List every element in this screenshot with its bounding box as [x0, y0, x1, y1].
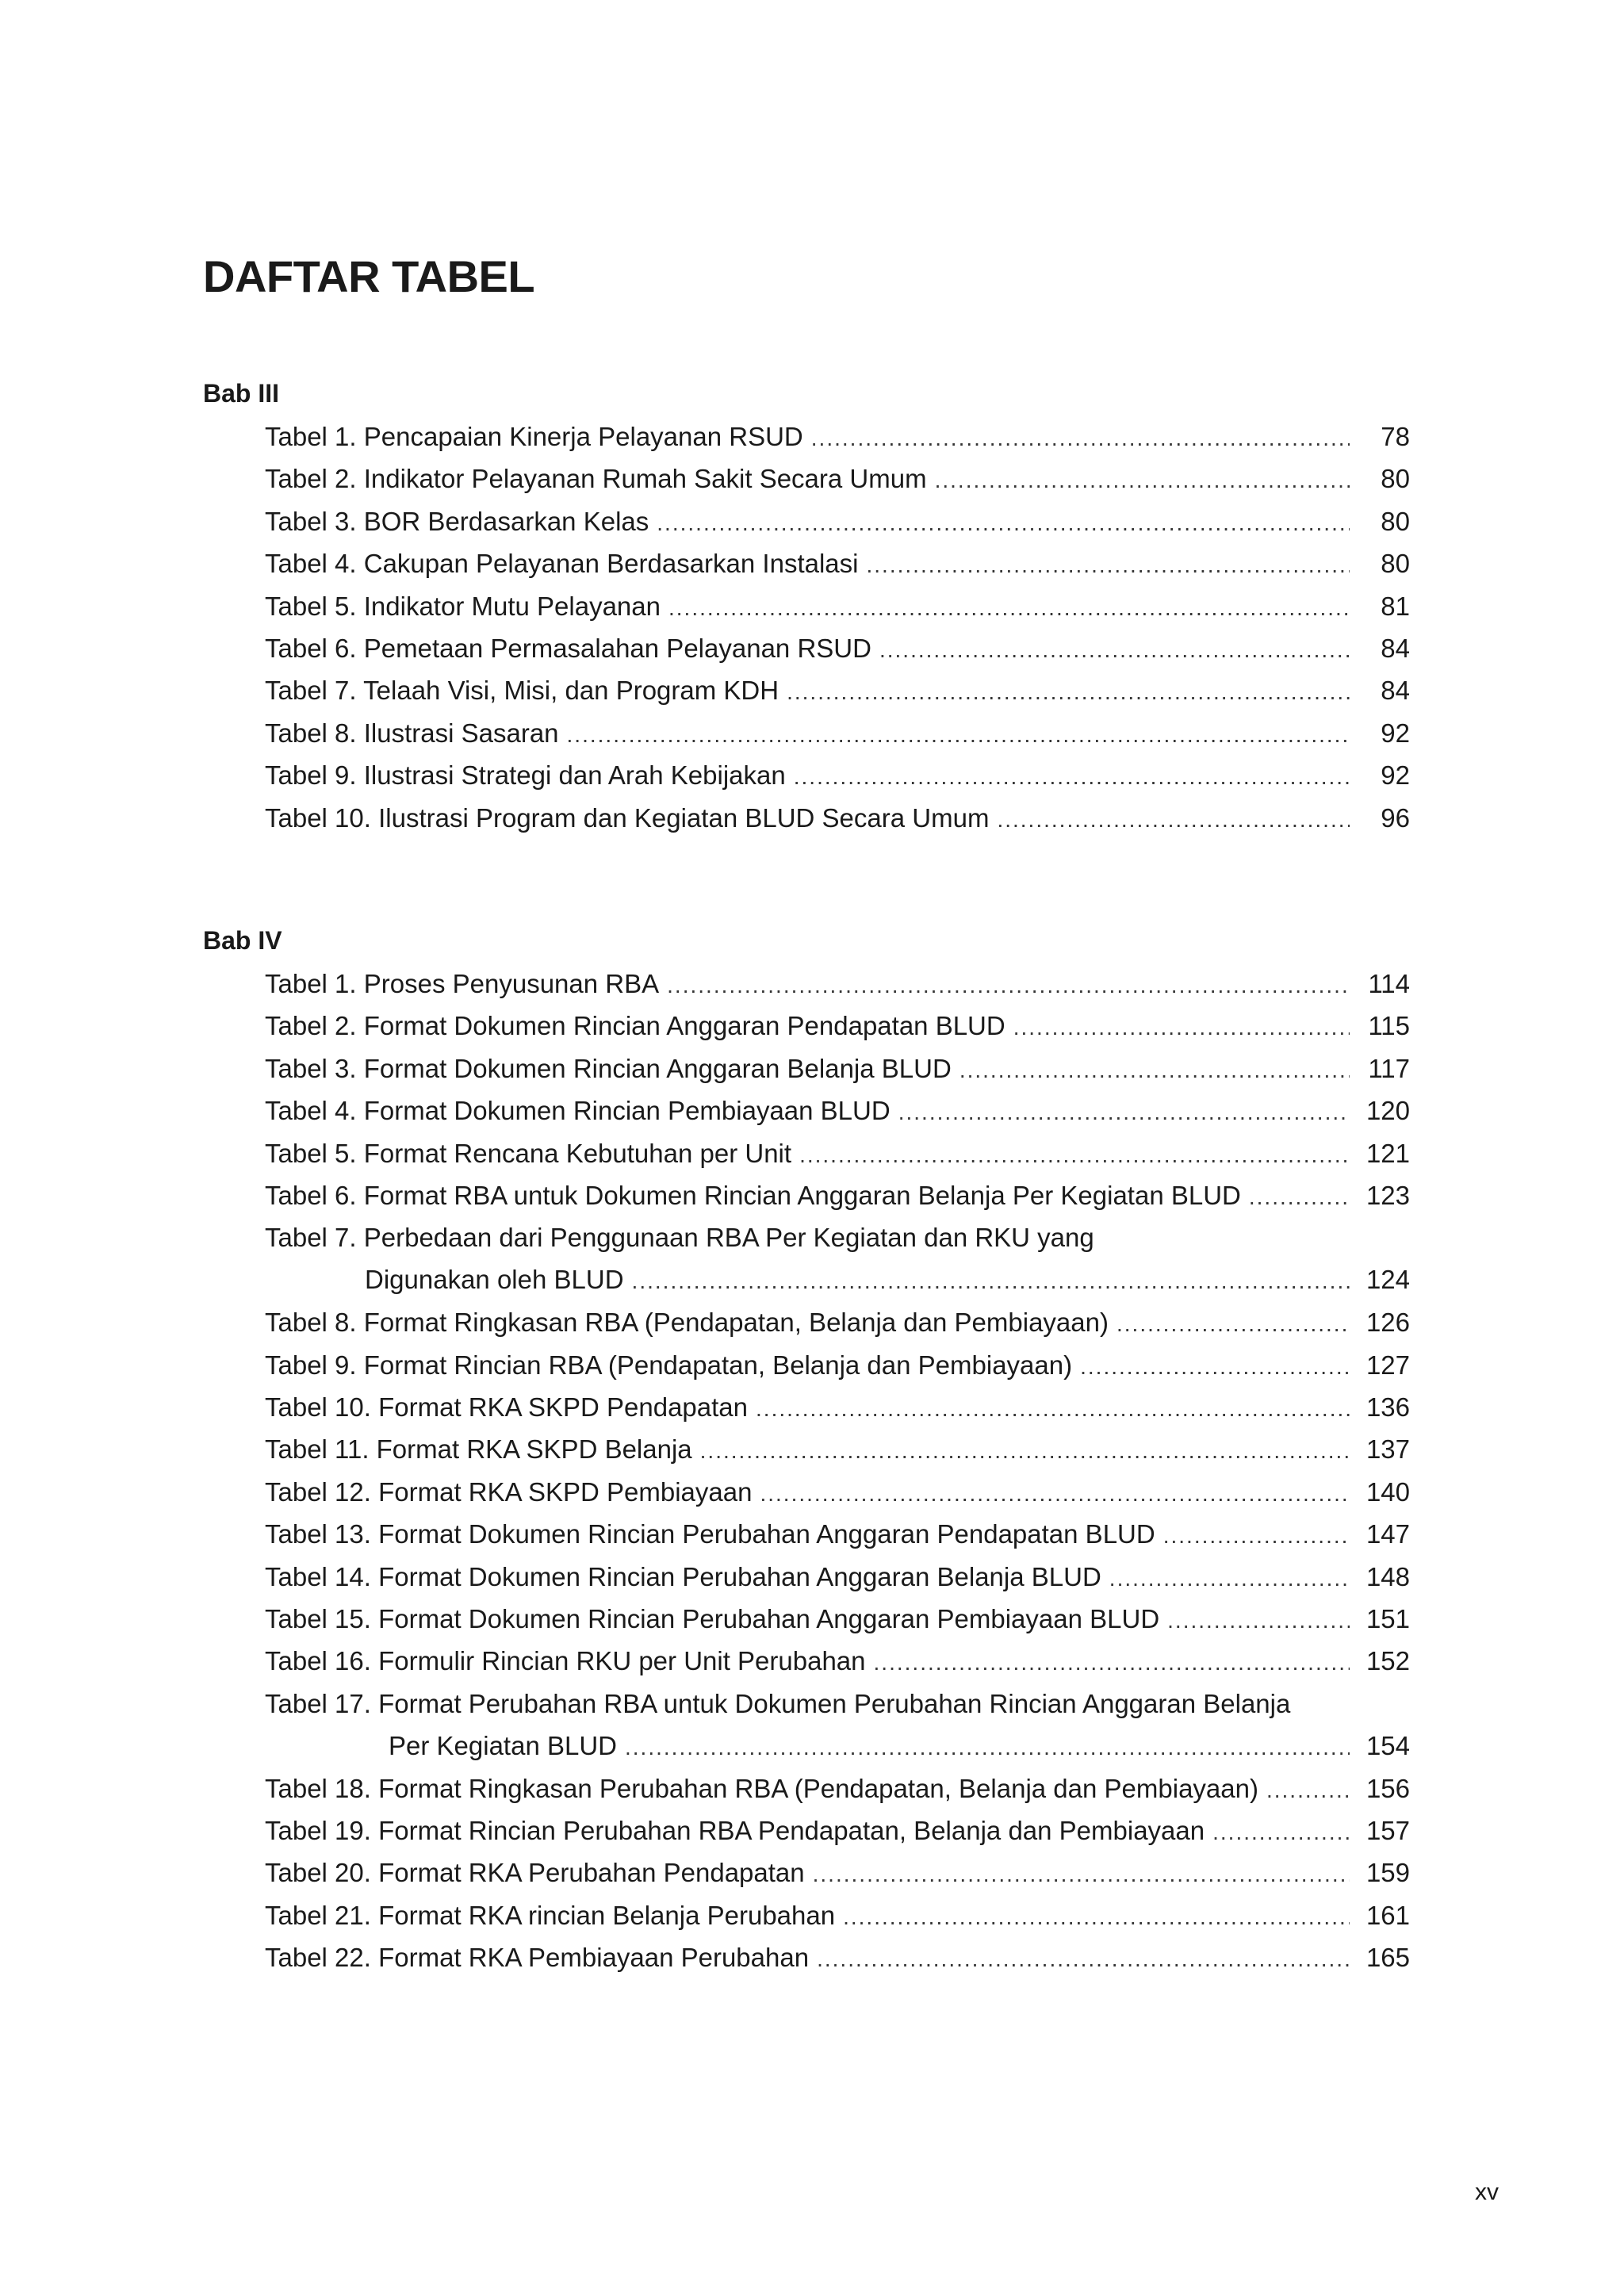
toc-entry-label: Tabel 2. Format Dokumen Rincian Anggaran Pendapatan BLUD	[265, 1011, 1005, 1041]
toc-entry[interactable]	[265, 1386, 1410, 1428]
toc-entry-page: 161	[1365, 1900, 1410, 1930]
toc-entry-label: Tabel 7. Telaah Visi, Misi, dan Program KDH	[265, 676, 779, 706]
toc-entry-page: 123	[1365, 1181, 1410, 1210]
toc-entry-page: 127	[1365, 1350, 1410, 1380]
toc-entry-label: Tabel 6. Format RBA untuk Dokumen Rincian Anggaran Belanja Per Kegiatan BLUD	[265, 1181, 1241, 1210]
toc-entry-label: Tabel 14. Format Dokumen Rincian Perubahan Anggaran Belanja BLUD	[265, 1561, 1101, 1591]
toc-entry[interactable]	[265, 1767, 1410, 1809]
dot-leader	[1266, 1769, 1350, 1811]
dot-leader	[625, 1726, 1350, 1768]
dot-leader	[813, 1853, 1350, 1895]
toc-entry-page: 151	[1365, 1604, 1410, 1633]
toc-entry[interactable]	[265, 542, 1410, 584]
toc-entry[interactable]	[265, 963, 1410, 1005]
toc-entry-page: 81	[1381, 591, 1410, 621]
toc-entry-page: 124	[1365, 1265, 1410, 1295]
toc-entry[interactable]	[265, 1301, 1410, 1343]
toc-entry-label: Tabel 7. Perbedaan dari Penggunaan RBA Per Kegiatan dan RKU yang	[265, 1223, 1094, 1253]
dot-leader	[879, 629, 1350, 671]
dot-leader	[935, 459, 1350, 501]
dot-leader	[843, 1896, 1350, 1938]
toc-entry-label: Tabel 21. Format RKA rincian Belanja Perubahan	[265, 1900, 836, 1930]
dot-leader	[756, 1388, 1350, 1430]
toc-entry[interactable]	[265, 1132, 1410, 1174]
toc-entry-page: 147	[1365, 1519, 1410, 1549]
toc-entry[interactable]	[265, 1556, 1410, 1598]
toc-entry-label: Tabel 17. Format Perubahan RBA untuk Dokumen Perubahan Rincian Anggaran Belanja	[265, 1688, 1291, 1718]
toc-entry-label: Tabel 16. Formulir Rincian RKU per Unit Perubahan	[265, 1646, 866, 1676]
page-number: xv	[1475, 2179, 1499, 2205]
dot-leader	[959, 1049, 1350, 1091]
toc-entry-page: 80	[1381, 549, 1410, 579]
toc-entry[interactable]	[265, 415, 1410, 458]
dot-leader	[1109, 1557, 1350, 1599]
toc-entry[interactable]	[265, 1513, 1410, 1555]
dot-leader	[874, 1641, 1350, 1683]
toc-entry-page: 117	[1368, 1053, 1410, 1083]
toc-entry[interactable]	[265, 754, 1410, 796]
toc-entry-page: 120	[1365, 1096, 1410, 1126]
toc-entry[interactable]	[265, 1894, 1410, 1936]
dot-leader	[760, 1472, 1350, 1515]
dot-leader	[657, 502, 1350, 544]
dot-leader	[1013, 1006, 1350, 1048]
section-heading-bab-iv: Bab IV	[203, 926, 282, 955]
toc-entry-page: 84	[1381, 634, 1410, 663]
toc-entry[interactable]	[265, 1428, 1410, 1470]
toc-entry-page: 92	[1381, 760, 1410, 791]
toc-entry[interactable]	[265, 1216, 1410, 1301]
toc-entry-page: 121	[1365, 1138, 1410, 1168]
page-title: DAFTAR TABEL	[203, 251, 535, 301]
dot-leader	[1163, 1515, 1350, 1557]
dot-leader	[567, 714, 1350, 756]
toc-entry-label: Tabel 18. Format Ringkasan Perubahan RBA (Pendapatan, Belanja dan Pembiayaan)	[265, 1773, 1258, 1803]
toc-entry-label: Tabel 20. Format RKA Perubahan Pendapatan	[265, 1858, 805, 1888]
toc-entry-label: Tabel 1. Proses Penyusunan RBA	[265, 969, 660, 998]
dot-leader	[799, 1134, 1350, 1176]
toc-entry-label: Tabel 1. Pencapaian Kinerja Pelayanan RSUD	[265, 422, 803, 451]
toc-entry[interactable]	[265, 1089, 1410, 1132]
toc-entry[interactable]	[265, 627, 1410, 669]
toc-entry[interactable]	[265, 1471, 1410, 1513]
dot-leader	[787, 671, 1350, 713]
toc-entry-label: Tabel 13. Format Dokumen Rincian Perubahan Anggaran Pendapatan BLUD	[265, 1519, 1155, 1549]
dot-leader	[667, 964, 1350, 1006]
toc-entry-page: 84	[1381, 676, 1410, 706]
dot-leader	[1249, 1176, 1350, 1218]
dot-leader	[817, 1938, 1350, 1980]
toc-entry-label: Tabel 15. Format Dokumen Rincian Perubahan Anggaran Pembiayaan BLUD	[265, 1604, 1160, 1633]
toc-entry-label: Tabel 19. Format Rincian Perubahan RBA Pendapatan, Belanja dan Pembiayaan	[265, 1816, 1205, 1845]
toc-entry-label: Tabel 12. Format RKA SKPD Pembiayaan	[265, 1476, 753, 1507]
dot-leader	[1116, 1303, 1350, 1345]
toc-entry[interactable]	[265, 1640, 1410, 1682]
toc-entry-page: 80	[1381, 464, 1410, 494]
toc-entry-label: Tabel 5. Format Rencana Kebutuhan per Unit	[265, 1138, 792, 1168]
dot-leader	[794, 756, 1350, 798]
toc-entry-page: 80	[1381, 506, 1410, 536]
toc-entry[interactable]	[265, 1344, 1410, 1386]
dot-leader	[668, 587, 1350, 629]
toc-entry[interactable]	[265, 1852, 1410, 1894]
toc-entry-label: Tabel 8. Format Ringkasan RBA (Pendapatan, Belanja dan Pembiayaan)	[265, 1308, 1109, 1338]
dot-leader	[1212, 1811, 1350, 1853]
toc-entry[interactable]	[265, 1809, 1410, 1852]
toc-entry-label: Tabel 22. Format RKA Pembiayaan Perubahan	[265, 1943, 810, 1973]
toc-entry-label: Tabel 10. Format RKA SKPD Pendapatan	[265, 1392, 749, 1422]
dot-leader	[866, 544, 1350, 586]
toc-entry-page: 152	[1365, 1646, 1410, 1676]
toc-entry[interactable]	[265, 1047, 1410, 1089]
toc-entry[interactable]	[265, 1598, 1410, 1640]
toc-entry[interactable]	[265, 500, 1410, 542]
toc-entry[interactable]	[265, 1174, 1410, 1216]
toc-entry[interactable]	[265, 458, 1410, 500]
toc-entry[interactable]	[265, 797, 1410, 839]
toc-entry-page: 154	[1365, 1730, 1410, 1760]
toc-entry-page: 78	[1381, 422, 1410, 451]
toc-entry[interactable]	[265, 1936, 1410, 1978]
toc-entry-label: Tabel 5. Indikator Mutu Pelayanan	[265, 591, 661, 621]
dot-leader	[632, 1260, 1350, 1302]
dot-leader	[997, 798, 1350, 841]
toc-entry[interactable]	[265, 712, 1410, 754]
toc-entry[interactable]	[265, 1683, 1410, 1767]
dot-leader	[811, 417, 1350, 459]
toc-entry-page: 96	[1381, 802, 1410, 833]
toc-entry-page: 114	[1368, 969, 1410, 998]
toc-entry-page: 148	[1365, 1561, 1410, 1591]
section-heading-bab-iii: Bab III	[203, 379, 280, 408]
toc-entry[interactable]	[265, 585, 1410, 627]
toc-entry-page: 140	[1365, 1476, 1410, 1507]
toc-entry-label: Tabel 4. Format Dokumen Rincian Pembiayaan BLUD	[265, 1096, 891, 1126]
toc-entry-label-continued: Per Kegiatan BLUD	[389, 1730, 617, 1760]
toc-entry-label: Tabel 11. Format RKA SKPD Belanja	[265, 1434, 692, 1465]
toc-entry-label: Tabel 3. Format Dokumen Rincian Anggaran Belanja BLUD	[265, 1053, 952, 1083]
toc-entry[interactable]	[265, 1005, 1410, 1047]
toc-entry[interactable]	[265, 669, 1410, 711]
toc-entry-page: 115	[1368, 1011, 1410, 1041]
dot-leader	[1167, 1599, 1350, 1641]
dot-leader	[1080, 1346, 1350, 1388]
toc-entry-label: Tabel 10. Ilustrasi Program dan Kegiatan BLUD Secara Umum	[265, 802, 990, 833]
toc-entry-label: Tabel 4. Cakupan Pelayanan Berdasarkan Instalasi	[265, 549, 859, 579]
toc-entry-page: 165	[1365, 1943, 1410, 1973]
toc-entry-label: Tabel 2. Indikator Pelayanan Rumah Sakit Secara Umum	[265, 464, 927, 494]
dot-leader	[898, 1091, 1350, 1133]
toc-entry-page: 157	[1365, 1816, 1410, 1845]
toc-entry-label: Tabel 9. Ilustrasi Strategi dan Arah Kebijakan	[265, 760, 786, 791]
toc-entry-page: 156	[1365, 1773, 1410, 1803]
toc-entry-page: 137	[1365, 1434, 1410, 1465]
toc-entry-label: Tabel 9. Format Rincian RBA (Pendapatan, Belanja dan Pembiayaan)	[265, 1350, 1073, 1380]
toc-entry-page: 92	[1381, 718, 1410, 748]
toc-entry-page: 136	[1365, 1392, 1410, 1422]
toc-entry-label: Tabel 6. Pemetaan Permasalahan Pelayanan RSUD	[265, 634, 871, 663]
toc-entry-label: Tabel 3. BOR Berdasarkan Kelas	[265, 506, 649, 536]
toc-entry-label: Tabel 8. Ilustrasi Sasaran	[265, 718, 559, 748]
toc-entry-page: 159	[1365, 1858, 1410, 1888]
dot-leader	[700, 1430, 1350, 1472]
toc-entry-label-continued: Digunakan oleh BLUD	[365, 1265, 624, 1295]
toc-entry-page: 126	[1365, 1308, 1410, 1338]
